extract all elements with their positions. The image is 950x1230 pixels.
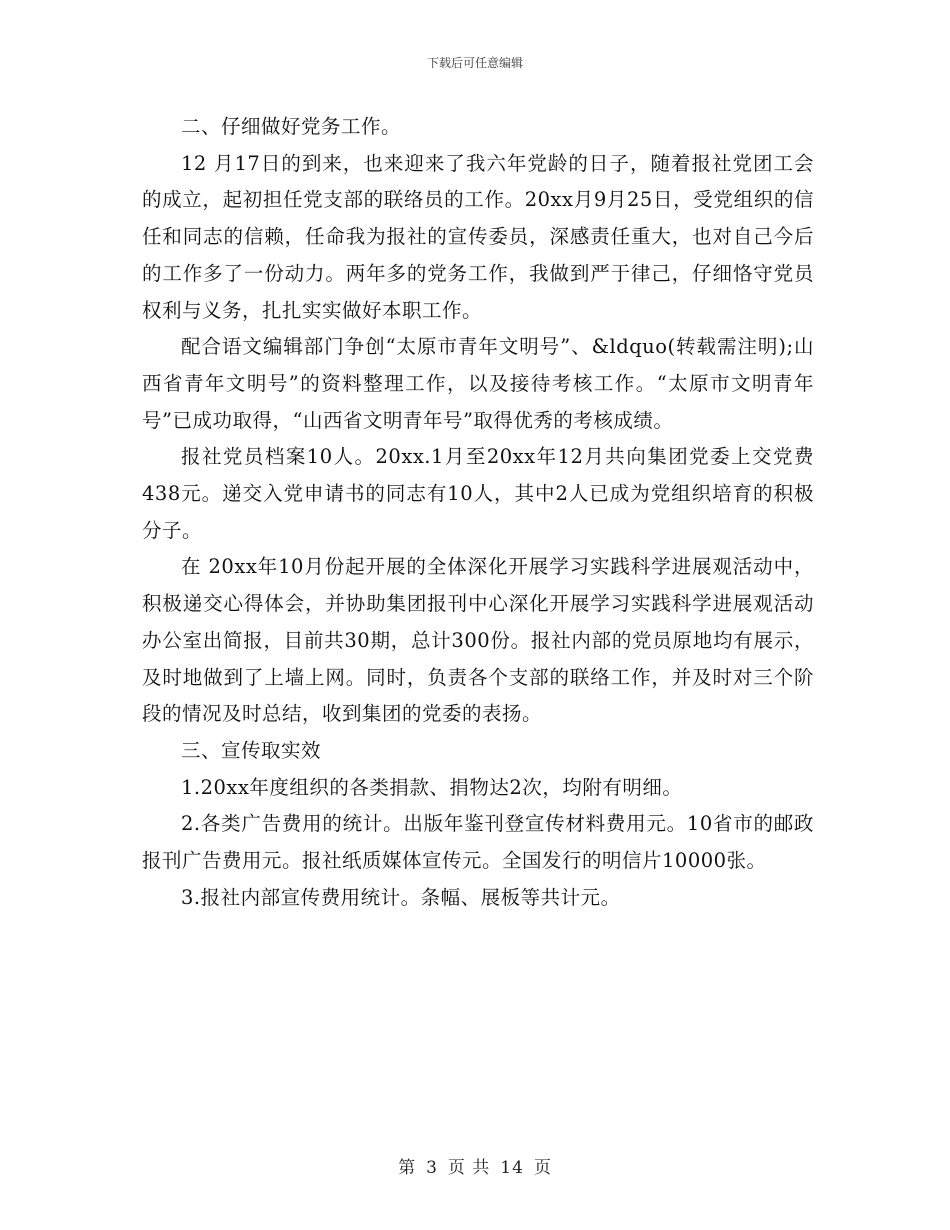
footer-total-pages: 14: [500, 1158, 524, 1178]
paragraph-party-records: 报社党员档案10人。20xx.1月至20xx年12月共向集团党委上交党费438元。递交入党申请书的同志有10人，其中2人已成为党组织培育的积极分子。: [142, 445, 814, 542]
footer-middle: 页 共: [447, 1158, 491, 1178]
footer-suffix: 页: [533, 1158, 552, 1178]
document-body: [142, 109, 814, 916]
paragraph-party-anniversary: 12 月17日的到来，也来迎来了我六年党龄的日子，随着报社党团工会的成立，起初担任党支部的联络员的工作。20xx月9月25日，受党组织的信任和同志的信赖，任命我为报社的宣传委员，深感责任重大，也对自己今后的工作多了一份动力。两年多的党务工作，我做到严于律己，仔细恪守党员权利与义务，扎扎实实做好本职工作。: [142, 151, 814, 322]
list-item-advertising: 2.各类广告费用的统计。出版年鉴刊登宣传材料费用元。10省市的邮政报刊广告费用元。报社纸质媒体宣传元。全国发行的明信片10000张。: [142, 812, 814, 873]
page-header: 下载后可任意编辑: [426, 56, 523, 70]
page-footer: [0, 1153, 950, 1178]
list-item-internal-publicity: 3.报社内部宣传费用统计。条幅、展板等共计元。: [181, 885, 621, 909]
paragraph-study-activity: 在 20xx年10月份起开展的全体深化开展学习实践科学进展观活动中，积极递交心得体会，并协助集团报刊中心深化开展学习实践科学进展观活动办公室出简报，目前共30期，总计300份。报社内部的党员原地均有展示，及时地做到了上墙上网。同时，负责各个支部的联络工作，并及时对三个阶段的情况及时总结，收到集团的党委的表扬。: [142, 555, 814, 726]
footer-page-number: 3: [426, 1158, 438, 1178]
list-item-donations: 1.20xx年度组织的各类捐款、捐物达2次，均附有明细。: [181, 775, 683, 799]
footer-prefix: 第: [398, 1158, 417, 1178]
section-heading-publicity: 三、宣传取实效: [181, 738, 322, 762]
section-heading-party-work: 二、仔细做好党务工作。: [181, 115, 402, 138]
paragraph-civilization-title: 配合语文编辑部门争创“太原市青年文明号”、&ldquo(转载需注明);山西省青年文明号”的资料整理工作，以及接待考核工作。“太原市文明青年号”已成功取得，“山西省文明青年号”取得优秀的考核成绩。: [142, 335, 814, 432]
